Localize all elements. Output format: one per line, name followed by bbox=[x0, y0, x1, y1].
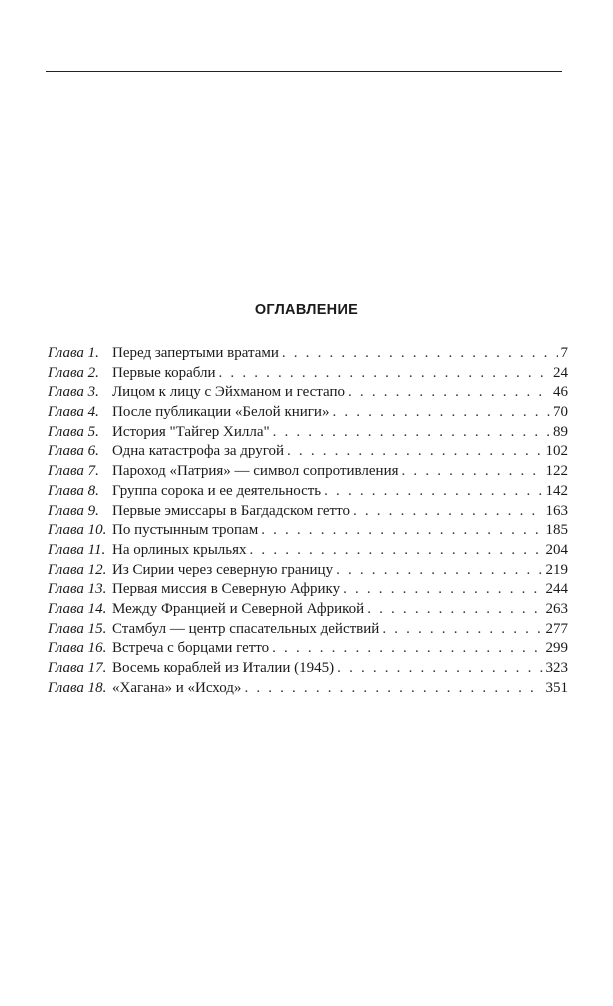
page-number: 244 bbox=[545, 581, 568, 598]
chapter-number: Глава 16. bbox=[48, 640, 107, 657]
header-rule bbox=[46, 71, 562, 72]
toc-entry bbox=[48, 365, 568, 385]
toc-entry bbox=[48, 404, 568, 424]
chapter-number: Глава 10. bbox=[48, 522, 107, 539]
chapter-title: Из Сирии через северную границу bbox=[112, 561, 334, 578]
chapter-number: Глава 8. bbox=[48, 482, 99, 499]
chapter-title: История "Тайгер Хилла" bbox=[112, 423, 270, 440]
dot-leader bbox=[402, 463, 543, 480]
dot-leader bbox=[244, 680, 542, 697]
toc-entry bbox=[48, 503, 568, 523]
chapter-number: Глава 13. bbox=[48, 581, 107, 598]
chapter-number: Глава 3. bbox=[48, 384, 99, 401]
page-number: 122 bbox=[545, 463, 568, 480]
page-number: 24 bbox=[553, 364, 568, 381]
chapter-title: Первые эмиссары в Багдадском гетто bbox=[112, 502, 350, 519]
dot-leader bbox=[261, 522, 542, 539]
chapter-number: Глава 5. bbox=[48, 423, 99, 440]
page-number: 7 bbox=[560, 345, 568, 361]
toc-entry bbox=[48, 621, 568, 641]
dot-leader bbox=[250, 542, 543, 559]
toc-entry bbox=[48, 640, 568, 660]
chapter-number: Глава 7. bbox=[48, 463, 99, 480]
dot-leader bbox=[287, 443, 542, 460]
dot-leader bbox=[272, 640, 542, 657]
dot-leader bbox=[332, 404, 550, 421]
chapter-number: Глава 12. bbox=[48, 561, 107, 578]
toc-entry bbox=[48, 424, 568, 444]
page-number: 102 bbox=[545, 443, 568, 460]
toc-entry bbox=[48, 581, 568, 601]
chapter-title: Группа сорока и ее деятельность bbox=[112, 482, 322, 499]
toc-entry bbox=[48, 542, 568, 562]
chapter-title: Встреча с борцами гетто bbox=[112, 640, 270, 657]
chapter-title: «Хагана» и «Исход» bbox=[112, 679, 242, 696]
chapter-title: Перед запертыми вратами bbox=[112, 345, 279, 361]
page-number: 46 bbox=[553, 384, 568, 401]
page-number: 89 bbox=[553, 423, 568, 440]
page-number: 204 bbox=[545, 541, 568, 558]
dot-leader bbox=[336, 562, 542, 579]
toc-entry bbox=[48, 522, 568, 542]
chapter-title: После публикации «Белой книги» bbox=[112, 404, 330, 421]
chapter-number: Глава 15. bbox=[48, 620, 107, 637]
dot-leader bbox=[382, 621, 542, 638]
toc-entry bbox=[48, 483, 568, 503]
page-number: 299 bbox=[545, 640, 568, 657]
page-number: 277 bbox=[545, 620, 568, 637]
dot-leader bbox=[282, 345, 558, 362]
page-number: 219 bbox=[545, 561, 568, 578]
chapter-title: Между Францией и Северной Африкой bbox=[112, 600, 365, 617]
page-title: ОГЛАВЛЕНИЕ bbox=[254, 302, 359, 318]
chapter-title: Одна катастрофа за другой bbox=[112, 443, 285, 460]
chapter-number: Глава 18. bbox=[48, 679, 107, 696]
chapter-number: Глава 14. bbox=[48, 600, 107, 617]
toc-entry bbox=[48, 660, 568, 680]
toc-entry bbox=[48, 384, 568, 404]
chapter-number: Глава 17. bbox=[48, 660, 107, 676]
toc-entry bbox=[48, 463, 568, 483]
dot-leader bbox=[343, 581, 542, 598]
toc-entry bbox=[48, 562, 568, 582]
dot-leader bbox=[337, 660, 542, 677]
chapter-title: Лицом к лицу с Эйхманом и гестапо bbox=[112, 384, 346, 401]
page-number: 142 bbox=[545, 482, 568, 499]
page-number: 163 bbox=[545, 502, 568, 519]
chapter-title: Первая миссия в Северную Африку bbox=[112, 581, 341, 598]
chapter-title: Пароход «Патрия» — символ сопротивления bbox=[112, 463, 399, 480]
page-number: 351 bbox=[545, 679, 568, 696]
page-number: 185 bbox=[545, 522, 568, 539]
dot-leader bbox=[367, 601, 542, 618]
chapter-title: По пустынным тропам bbox=[112, 522, 259, 539]
chapter-title: На орлиных крыльях bbox=[112, 541, 247, 558]
dot-leader bbox=[353, 503, 543, 520]
page-number: 70 bbox=[553, 404, 568, 421]
chapter-number: Глава 4. bbox=[48, 404, 99, 421]
chapter-number: Глава 1. bbox=[48, 345, 99, 361]
page-number: 263 bbox=[545, 600, 568, 617]
page-number: 323 bbox=[545, 660, 568, 676]
chapter-title: Стамбул — центр спасательных действий bbox=[112, 620, 380, 637]
toc-entry bbox=[48, 601, 568, 621]
chapter-number: Глава 9. bbox=[48, 502, 99, 519]
table-of-contents bbox=[48, 345, 568, 699]
toc-entry bbox=[48, 680, 568, 700]
chapter-number: Глава 6. bbox=[48, 443, 99, 460]
dot-leader bbox=[273, 424, 550, 441]
toc-entry bbox=[48, 443, 568, 463]
dot-leader bbox=[324, 483, 542, 500]
chapter-number: Глава 11. bbox=[48, 541, 106, 558]
chapter-number: Глава 2. bbox=[48, 364, 99, 381]
chapter-title: Восемь кораблей из Италии (1945) bbox=[112, 660, 335, 676]
chapter-title: Первые корабли bbox=[112, 364, 216, 381]
dot-leader bbox=[219, 365, 550, 382]
toc-entry bbox=[48, 345, 568, 365]
dot-leader bbox=[348, 384, 550, 401]
